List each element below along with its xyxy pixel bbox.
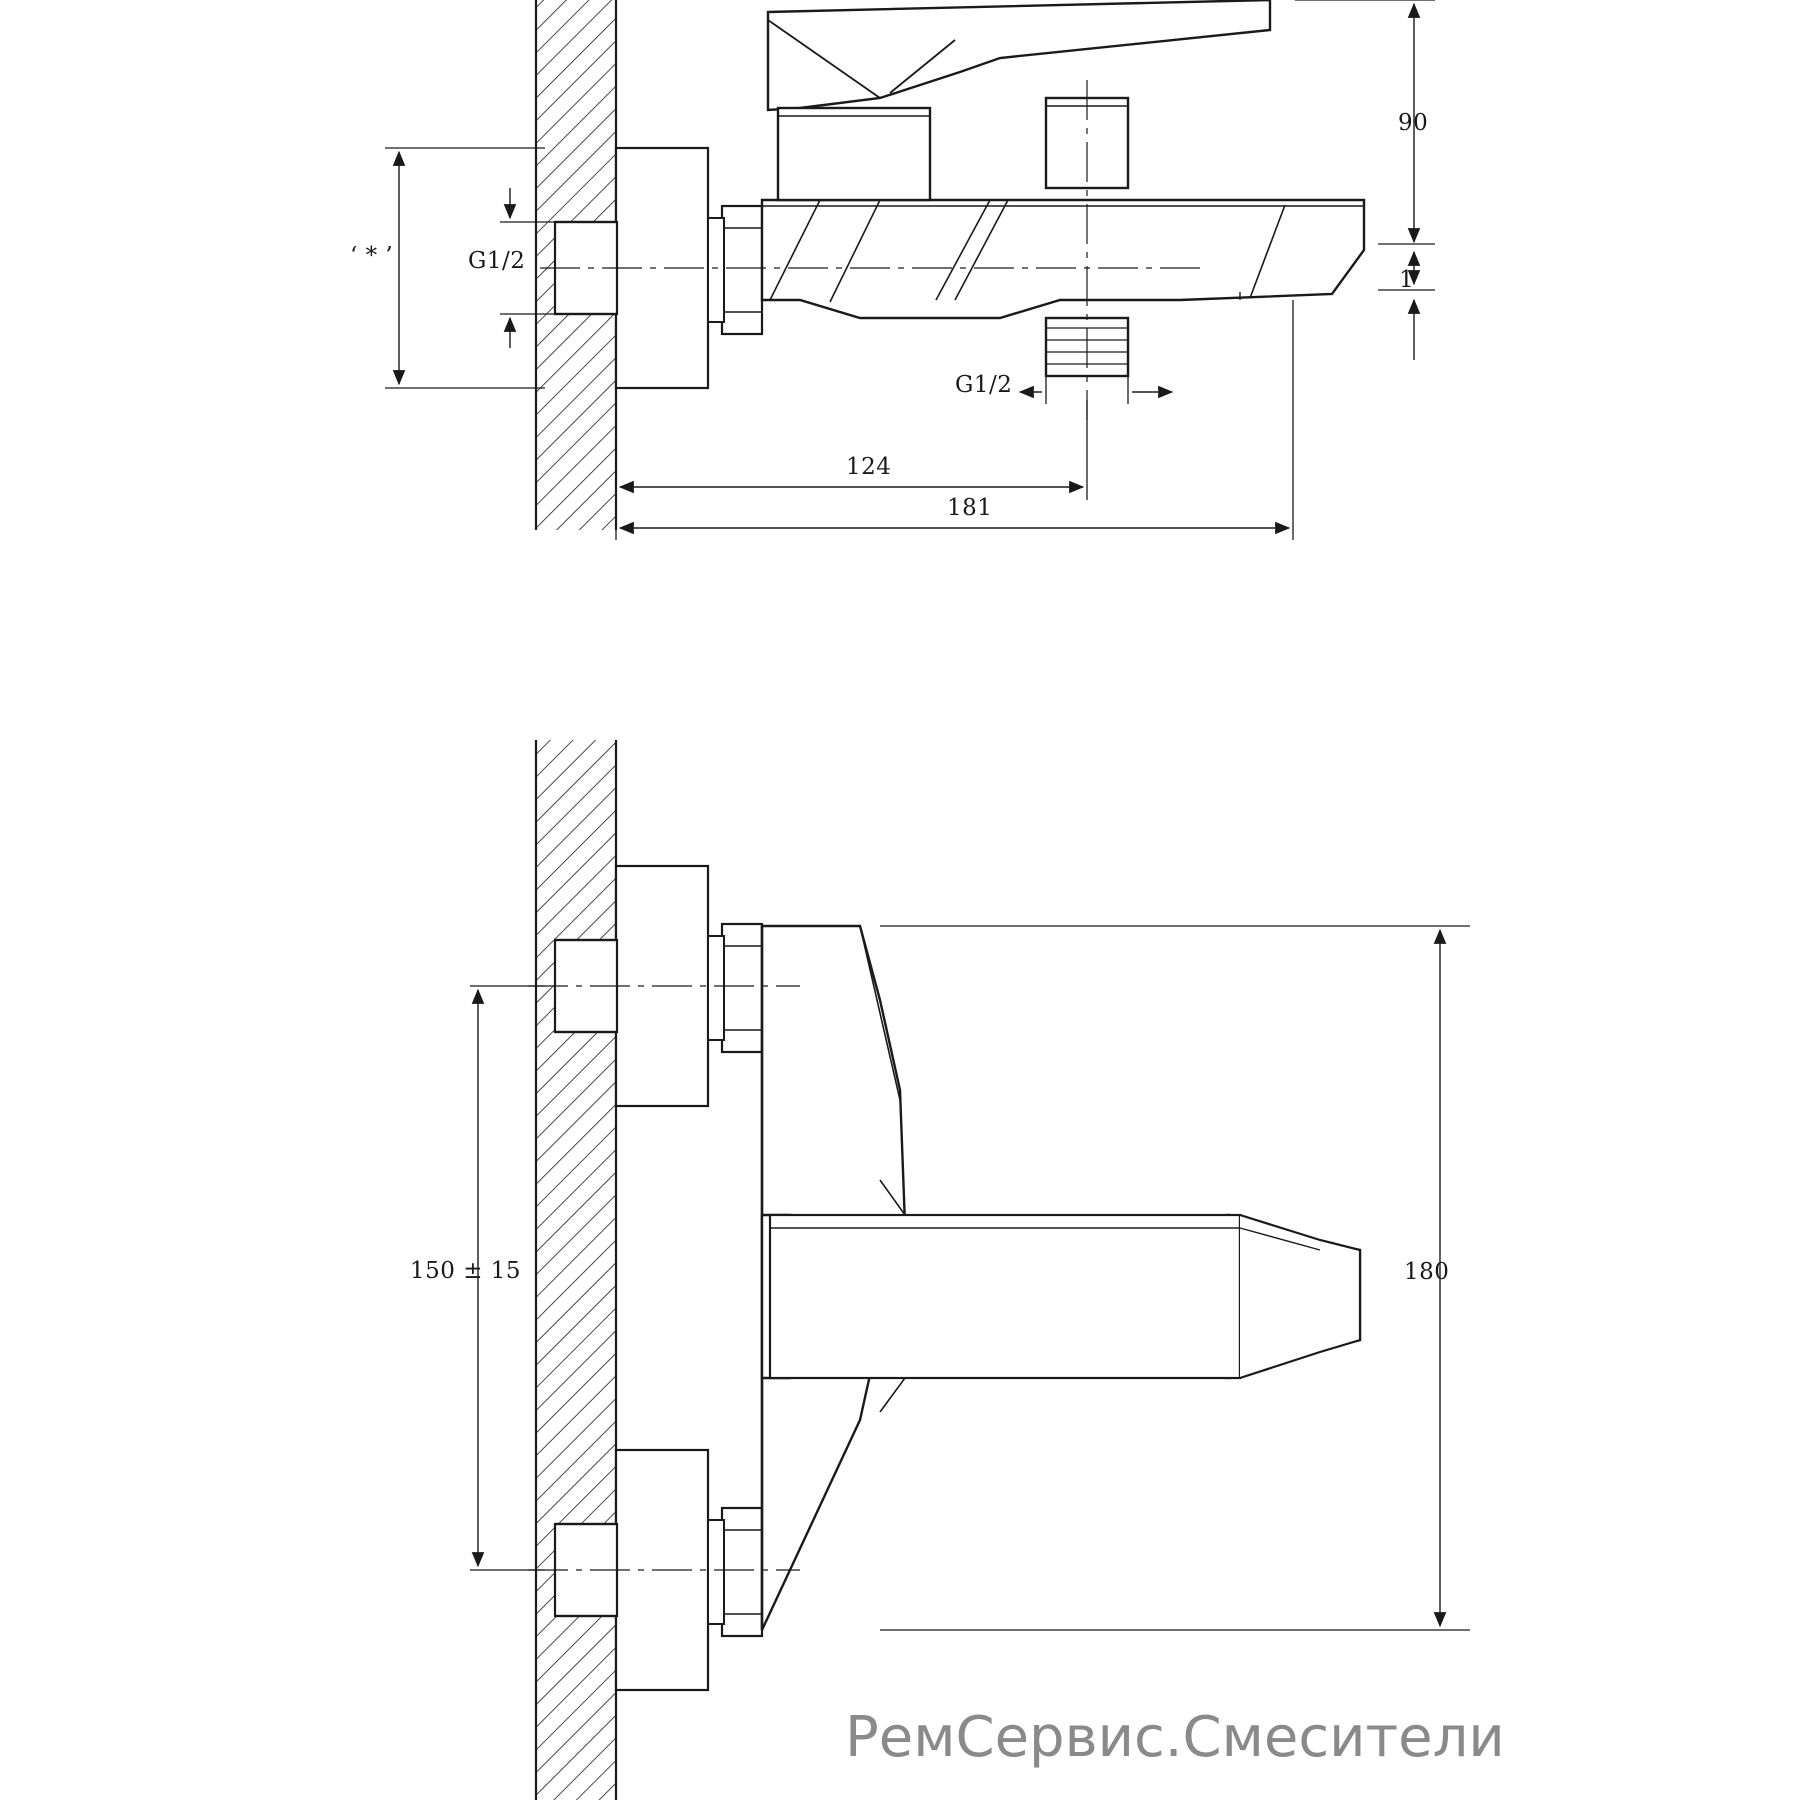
label-inlet-thread-g12: G1/2 (468, 248, 526, 274)
label-height-90: 90 (1398, 110, 1429, 136)
dim-reach-124 (616, 400, 1087, 500)
label-inlet-centres-150: 150 ± 15 (410, 1258, 522, 1284)
lever-handle-side (768, 0, 1270, 200)
watermark-text: РемСервис.Смесители (845, 1705, 1505, 1770)
mixer-body-side (762, 200, 1364, 318)
label-lip-1: 1 (1399, 267, 1415, 293)
label-wall-offset-star: ‘ * ’ (350, 243, 394, 269)
inlet-coupling-nut-lower (708, 1508, 762, 1636)
view-front-elevation (470, 740, 1470, 1800)
wall-section-bottom (536, 740, 616, 1800)
label-reach-124: 124 (846, 454, 892, 480)
label-projection-181: 181 (947, 495, 993, 521)
inlet-coupling-nut-upper (708, 924, 762, 1052)
label-outlet-thread-g12: G1/2 (955, 372, 1013, 398)
inlet-coupling-nut-top (708, 206, 762, 334)
view-side-elevation (385, 0, 1435, 540)
dim-outlet-thread-g12 (1020, 376, 1172, 404)
spout-front (762, 1215, 1360, 1378)
label-body-width-180: 180 (1404, 1259, 1450, 1285)
